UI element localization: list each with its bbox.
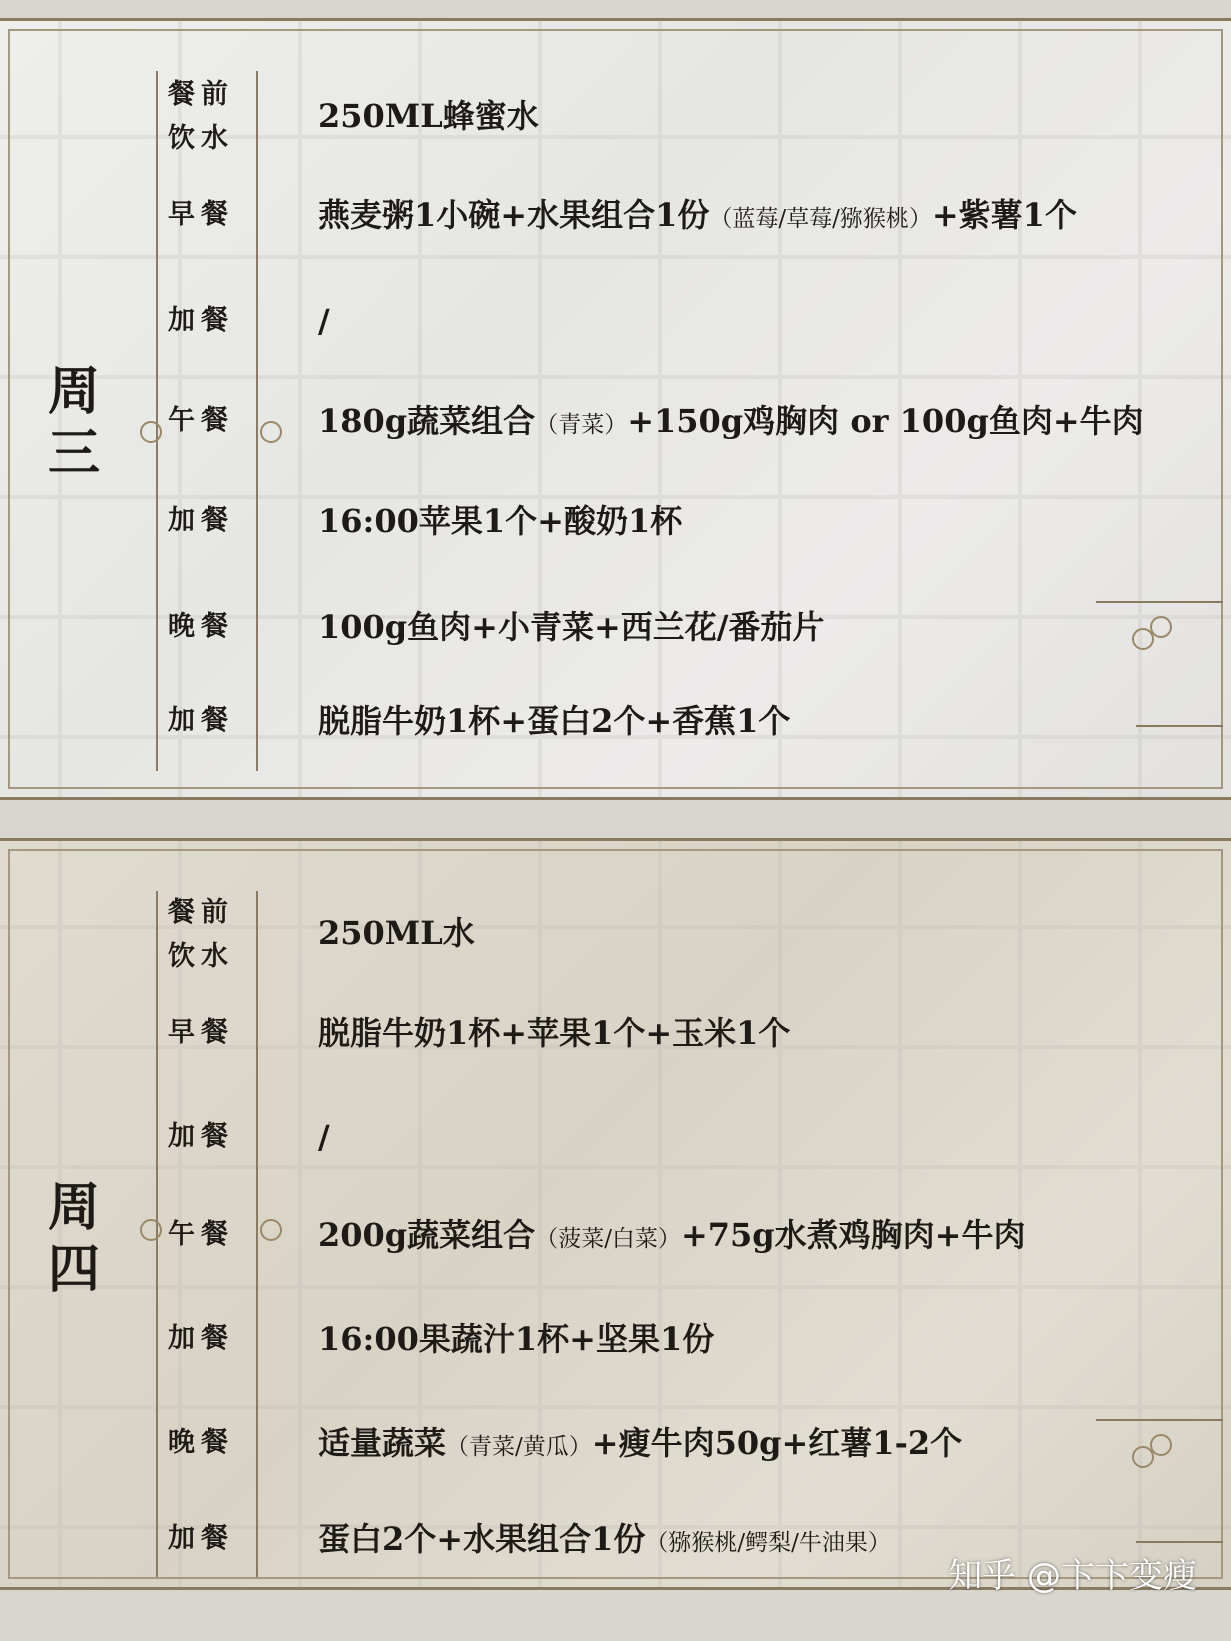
meal-value: / [318, 1118, 330, 1156]
meal-label: 加餐 [168, 1523, 234, 1554]
divider-right [256, 891, 258, 1577]
meal-label: 午餐 [168, 405, 234, 436]
meal-label: 早餐 [168, 199, 234, 230]
meal-value: 180g蔬菜组合（青菜）+150g鸡胸肉 or 100g鱼肉+牛肉 [318, 402, 1144, 440]
day-panel-wednesday [0, 18, 1231, 800]
meal-value: 16:00苹果1个+酸奶1杯 [318, 502, 683, 540]
meal-value: 200g蔬菜组合（菠菜/白菜）+75g水煮鸡胸肉+牛肉 [318, 1216, 1026, 1254]
scroll-ornament-icon [1150, 616, 1172, 638]
scroll-ornament-icon [140, 421, 162, 443]
scroll-ornament-icon [140, 1219, 162, 1241]
day-panel-thursday [0, 838, 1231, 1590]
decorative-line [1136, 1541, 1223, 1543]
meal-label: 加餐 [168, 305, 234, 336]
meal-value: 燕麦粥1小碗+水果组合1份（蓝莓/草莓/猕猴桃）+紫薯1个 [318, 196, 1077, 234]
scroll-ornament-icon [260, 421, 282, 443]
meal-value: 蛋白2个+水果组合1份（猕猴桃/鳄梨/牛油果） [318, 1520, 891, 1558]
decorative-line [1096, 1419, 1223, 1421]
meal-value: / [318, 302, 330, 340]
scroll-ornament-icon [260, 1219, 282, 1241]
meal-label: 加餐 [168, 1121, 234, 1152]
meal-label: 加餐 [168, 705, 234, 736]
meal-value: 250ML水 [318, 914, 475, 952]
divider-left [156, 71, 158, 771]
meal-label: 午餐 [168, 1219, 234, 1250]
day-title: 周 三 [47, 361, 100, 484]
day-title: 周 四 [47, 1177, 100, 1300]
meal-label: 加餐 [168, 505, 234, 536]
scroll-ornament-icon [1150, 1434, 1172, 1456]
meal-value: 适量蔬菜（青菜/黄瓜）+瘦牛肉50g+红薯1-2个 [318, 1424, 963, 1462]
meal-value: 脱脂牛奶1杯+蛋白2个+香蕉1个 [318, 702, 791, 740]
meal-value: 250ML蜂蜜水 [318, 97, 539, 135]
meal-value: 100g鱼肉+小青菜+西兰花/番茄片 [318, 608, 825, 646]
meal-label: 早餐 [168, 1017, 234, 1048]
watermark: 知乎 @卞卞变瘦 [948, 1556, 1197, 1596]
meal-label: 晚餐 [168, 1427, 234, 1458]
decorative-line [1096, 601, 1223, 603]
meal-label: 餐前 饮水 [168, 79, 234, 154]
meal-label: 晚餐 [168, 611, 234, 642]
meal-label: 加餐 [168, 1323, 234, 1354]
meal-label: 餐前 饮水 [168, 897, 234, 972]
divider-right [256, 71, 258, 771]
meal-value: 16:00果蔬汁1杯+坚果1份 [318, 1320, 715, 1358]
meal-value: 脱脂牛奶1杯+苹果1个+玉米1个 [318, 1014, 791, 1052]
decorative-line [1136, 725, 1223, 727]
